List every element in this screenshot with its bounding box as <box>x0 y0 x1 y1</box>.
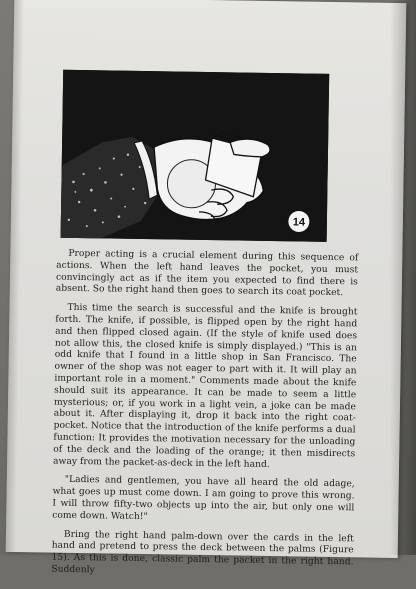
paragraph-4: Bring the right hand palm-down over the cards in the left hand and pretend to press the deck between the palms (Figure 15). As this is done, classic palm the packet in the right hand. Suddenly <box>51 529 354 576</box>
figure-number: 14 <box>292 216 306 229</box>
hand-holding-orange-drawing <box>61 70 330 242</box>
page-edge-shadow <box>390 0 416 555</box>
body-text <box>51 249 358 588</box>
paragraph-3: "Ladies and gentlemen, you have all heard the old adage, what goes up must come down. I am going to prove this wrong. I will throw fifty-two objects up into the air, but only one will come down. Watch!" <box>52 475 355 522</box>
figure-illustration <box>61 70 330 242</box>
page-fold-shadow <box>6 0 25 552</box>
book-page <box>6 0 407 576</box>
paragraph-2: This time the search is successful and the knife is brought forth. The knife, if possible, is flipped open by the right hand and then flipped closed again. (If the style of knife used does not allow this, the closed knife is simply displayed.) "This is an odd knife that I found in a little shop in San Francisco. The owner of the shop was not eager to part with it. It will play an important role in a moment." Comments made about the knife should suit its appearance. It can be made to seem a little mysterious; or, if you work in a light vein, a joke can be made about it. After displaying it, drop it back into the right coat-pocket. Notice that the introduction of the knife performs a dual function: It provides the motivation necessary for the unloading of the deck and the loading of the orange; it then misdirects away from the packet-as-deck in the left hand. <box>53 303 358 470</box>
paragraph-1: Proper acting is a crucial element during this sequence of actions. When the left hand leaves the pocket, you must convincingly act as if the item you expected to find there is absent. So the right hand then goes to search its coat pocket. <box>55 248 359 299</box>
